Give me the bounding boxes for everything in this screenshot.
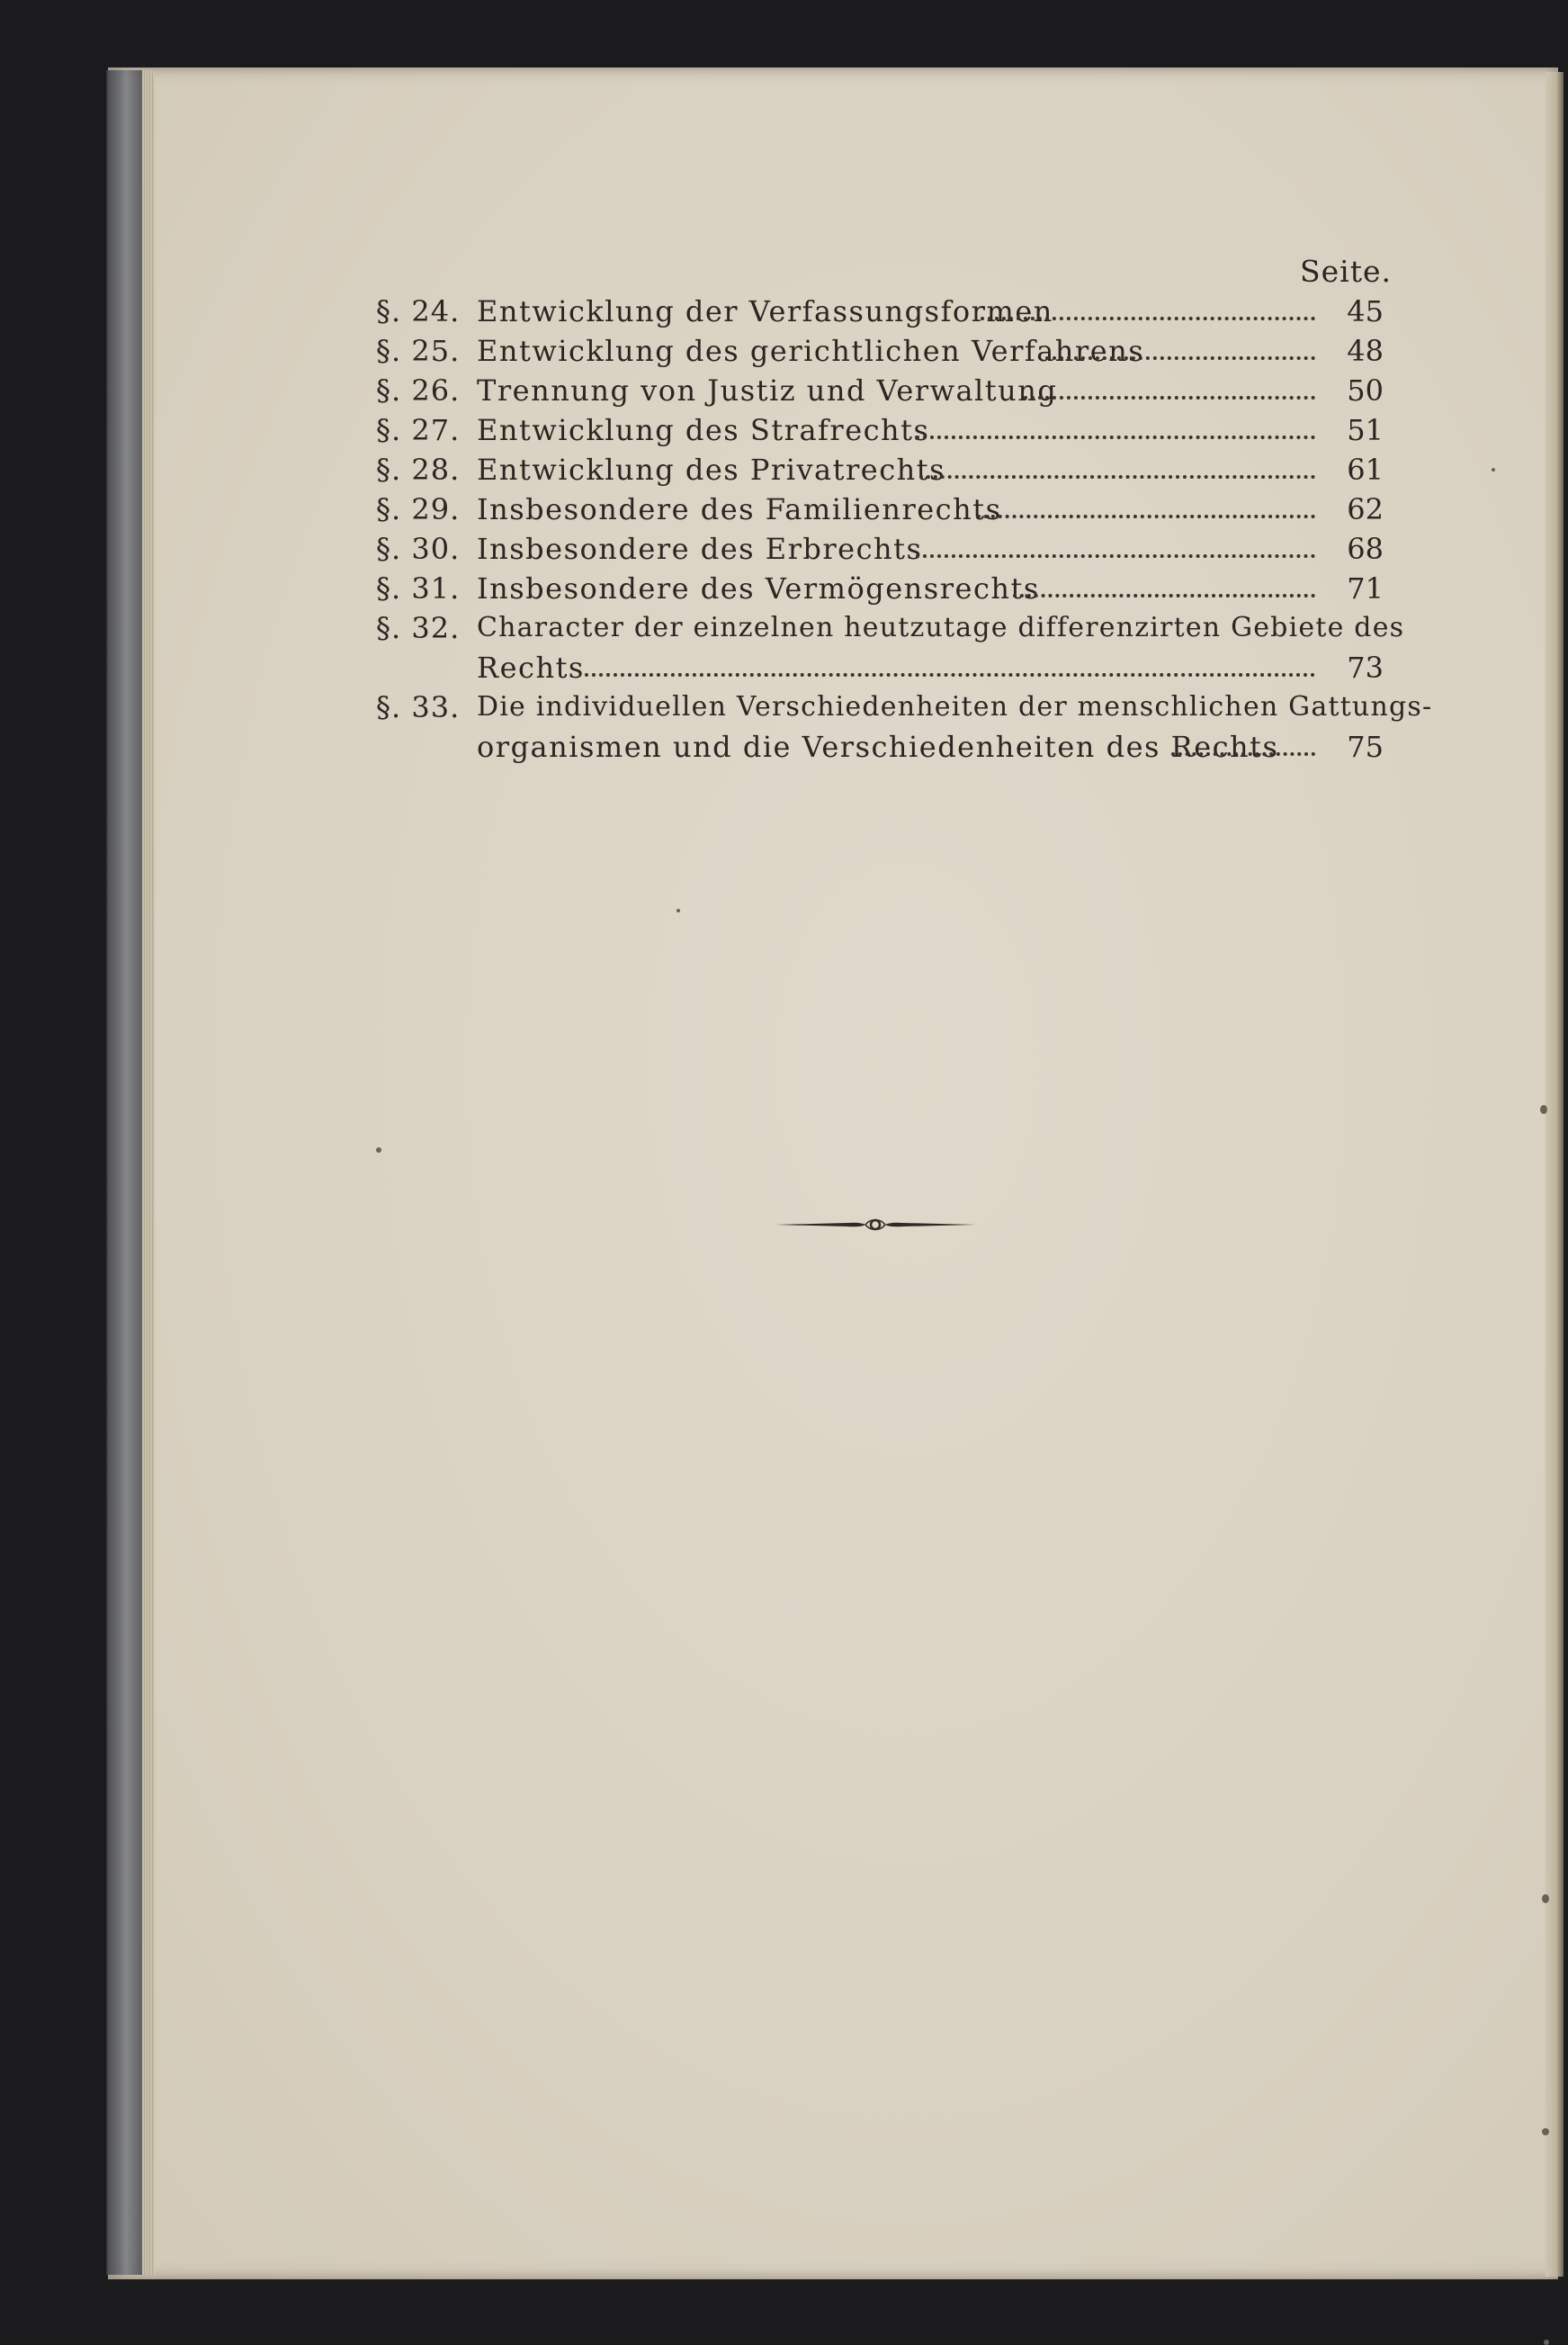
section-number: §. 33. [376,690,461,724]
section-title: Entwicklung des Strafrechts [477,413,930,447]
section-number: §. 28. [376,453,461,487]
dot-leader [1013,594,1315,597]
dot-leader [585,673,1315,677]
page-column-header: Seite. [1300,254,1392,289]
toc-entry [376,529,1384,569]
section-number: §. 29. [376,492,461,526]
dot-leader [919,475,1315,479]
toc-entry [376,331,1384,371]
section-number: §. 24. [376,294,461,328]
page-number: 62 [1347,492,1384,526]
dot-leader [1045,356,1315,360]
dot-leader [981,317,1315,320]
section-title: Insbesondere des Familienrechts [477,492,1002,526]
dot-leader [1171,752,1315,756]
page-number: 61 [1347,453,1384,487]
paper-speck [676,909,680,912]
page-number: 48 [1347,334,1384,368]
section-title: Entwicklung des Privatrechts [477,453,946,487]
section-title: Entwicklung des gerichtlichen Verfahrens [477,334,1145,368]
paper-speck [1542,2128,1549,2135]
toc-entry [376,687,1433,767]
paper-speck [1542,1894,1549,1903]
section-number: §. 27. [376,413,461,447]
page-number: 45 [1347,294,1384,328]
dot-leader [977,515,1315,518]
paper-speck [1544,2340,1549,2345]
section-title-continuation: organismen und die Verschiedenheiten des Rechts [477,730,1279,764]
section-number: §. 26. [376,373,461,408]
section-number: §. 30. [376,532,461,566]
page-edges [142,70,155,2275]
toc-entry [376,569,1384,608]
page-edge-right [1546,72,1564,2277]
toc-entry [376,410,1384,450]
page-number: 71 [1347,571,1384,606]
section-title: Trennung von Justiz und Verwaltung [477,373,1058,408]
dot-leader [916,554,1315,558]
section-number: §. 32. [376,611,461,645]
section-number: §. 31. [376,571,461,606]
decorative-rule-icon [775,1215,975,1235]
toc-entry [376,371,1384,410]
paper-speck [376,1147,381,1153]
page-number: 68 [1347,532,1384,566]
paper-speck [1492,468,1495,472]
page-number: 75 [1347,730,1384,764]
page-number: 50 [1347,373,1384,408]
section-title: Die individuellen Verschiedenheiten der menschlichen Gattungs- [477,691,1433,723]
section-title: Character der einzelnen heutzutage differenzirten Gebiete des [477,612,1405,643]
dot-leader [916,436,1315,439]
section-title: Entwicklung der Verfassungsformen [477,294,1053,328]
section-title: Insbesondere des Vermögensrechts [477,571,1040,606]
section-title-continuation: Rechts [477,651,585,685]
toc-entry [376,292,1384,331]
book-binding [106,70,142,2275]
dot-leader [1024,396,1315,400]
toc-entry [376,450,1384,490]
section-number: §. 25. [376,334,461,368]
paper-speck [1540,1105,1547,1114]
page-number: 51 [1347,413,1384,447]
section-title: Insbesondere des Erbrechts [477,532,923,566]
toc-entry [376,490,1384,529]
page-number: 73 [1347,651,1384,685]
toc-entry [376,608,1405,687]
